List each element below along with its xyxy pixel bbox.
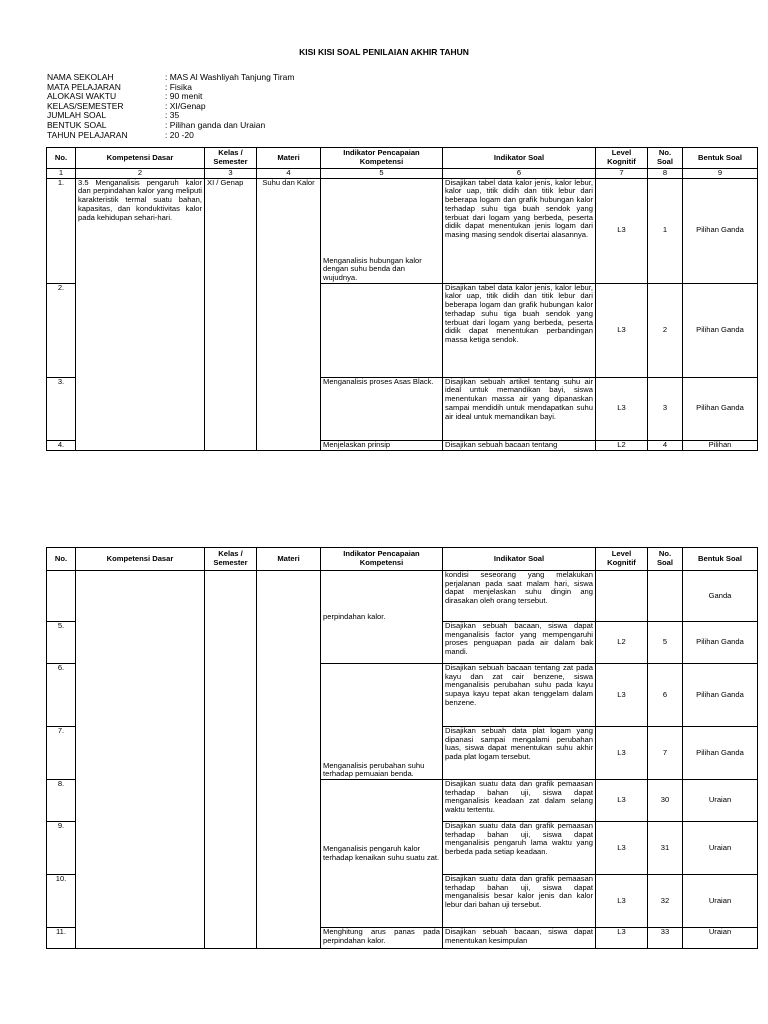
header-cell: Indikator Pencapaian Kompetensi <box>321 548 443 571</box>
header-cell: Bentuk Soal <box>683 548 758 571</box>
level-kognitif: L3 <box>596 780 648 822</box>
kompetensi-dasar <box>76 571 205 949</box>
kelas-semester: XI / Genap <box>205 178 257 450</box>
header-cell: No. Soal <box>648 548 683 571</box>
document-title: KISI KISI SOAL PENILAIAN AKHIR TAHUN <box>299 47 469 57</box>
row-number: 5. <box>47 622 76 664</box>
meta-value: : 35 <box>165 110 180 121</box>
nomor-soal: 5 <box>648 622 683 664</box>
nomor-soal: 3 <box>648 377 683 440</box>
level-kognitif: L3 <box>596 928 648 949</box>
row-number: 4. <box>47 440 76 450</box>
indikator-soal: Disajikan sebuah bacaan tentang <box>443 440 596 450</box>
row-number: 9. <box>47 822 76 875</box>
bentuk-soal: Pilihan Ganda <box>683 178 758 283</box>
bentuk-soal: Pilihan Ganda <box>683 283 758 377</box>
nomor-soal: 6 <box>648 664 683 727</box>
level-kognitif: L2 <box>596 622 648 664</box>
level-kognitif: L3 <box>596 664 648 727</box>
column-number: 9 <box>683 169 758 179</box>
meta-value: : 20 -20 <box>165 129 194 140</box>
meta-label: JUMLAH SOAL <box>47 110 107 121</box>
column-number: 4 <box>257 169 321 179</box>
row-number <box>47 571 76 622</box>
meta-value: : Fisika <box>165 81 192 92</box>
column-number-row <box>47 169 758 179</box>
nomor-soal: 7 <box>648 727 683 780</box>
indikator-soal: Disajikan sebuah bacaan, siswa dapat menganalisis factor yang mempengaruhi proses penguapan pada air dalam bak mandi. <box>443 622 596 664</box>
meta-value: : Pilihan ganda dan Uraian <box>165 119 266 130</box>
row-number: 6. <box>47 664 76 727</box>
row-number: 2. <box>47 283 76 377</box>
header-row <box>47 548 758 571</box>
indikator-soal: Disajikan sebuah artikel tentang suhu air ideal untuk memandikan bayi, siswa menentukan massa air yang dipanaskan sampai mendidih untuk mendapatkan suhu air ideal untuk memandikan bayi. <box>443 377 596 440</box>
bentuk-soal: Uraian <box>683 928 758 949</box>
level-kognitif: L3 <box>596 377 648 440</box>
header-cell: Kelas / Semester <box>205 548 257 571</box>
nomor-soal: 2 <box>648 283 683 377</box>
level-kognitif: L3 <box>596 178 648 283</box>
bentuk-soal: Uraian <box>683 875 758 928</box>
row-number: 8. <box>47 780 76 822</box>
indikator-soal: Disajikan suatu data dan grafik pemaasan terhadap bahan uji, siswa dapat menganalisis pengaruh lama waktu yang berbeda pada setiap keadaan. <box>443 822 596 875</box>
column-number: 2 <box>76 169 205 179</box>
column-number: 8 <box>648 169 683 179</box>
row-number: 3. <box>47 377 76 440</box>
meta-label: MATA PELAJARAN <box>47 81 121 92</box>
indikator-pencapaian: Menganalisis pengaruh kalor terhadap kenaikan suhu suatu zat. <box>321 780 443 928</box>
school-info <box>47 73 294 140</box>
level-kognitif: L2 <box>596 440 648 450</box>
indikator-soal: Disajikan suatu data dan grafik pemaasan terhadap bahan uji, siswa dapat menganalisis besar kalor jenis dan kalor lebur dari bahan uji tersebut. <box>443 875 596 928</box>
nomor-soal: 31 <box>648 822 683 875</box>
header-cell: Kompetensi Dasar <box>76 148 205 169</box>
indikator-soal: Disajikan sebuah bacaan tentang zat pada kayu dan zat cair benzene, siswa menganalisis perubahan suhu pada kayu supaya kayu tepat akan tenggelam dalam benzene. <box>443 664 596 727</box>
level-kognitif <box>596 571 648 622</box>
bentuk-soal: Ganda <box>683 571 758 622</box>
indikator-soal: Disajikan sebuah bacaan, siswa dapat menentukan kesimpulan <box>443 928 596 949</box>
indikator-pencapaian: Menganalisis proses Asas Black. <box>321 377 443 440</box>
meta-value: : 90 menit <box>165 91 203 102</box>
meta-row <box>47 131 294 141</box>
grid-table-page-2 <box>46 547 758 949</box>
materi: Suhu dan Kalor <box>257 178 321 450</box>
nomor-soal: 32 <box>648 875 683 928</box>
header-cell: No. <box>47 148 76 169</box>
header-cell: Indikator Soal <box>443 548 596 571</box>
header-cell: Indikator Soal <box>443 148 596 169</box>
row-number: 7. <box>47 727 76 780</box>
column-number: 3 <box>205 169 257 179</box>
header-cell: Bentuk Soal <box>683 148 758 169</box>
header-row <box>47 148 758 169</box>
row-number: 1. <box>47 178 76 283</box>
meta-value: : MAS Al Washliyah Tanjung Tiram <box>165 72 295 82</box>
indikator-pencapaian: Menjelaskan prinsip <box>321 440 443 450</box>
grid-table-page-1 <box>46 147 758 451</box>
materi <box>257 571 321 949</box>
nomor-soal: 1 <box>648 178 683 283</box>
meta-label: KELAS/SEMESTER <box>47 100 124 111</box>
indikator-pencapaian: Menganalisis hubungan kalor dengan suhu benda dan wujudnya. <box>321 178 443 283</box>
indikator-pencapaian <box>321 283 443 377</box>
level-kognitif: L3 <box>596 822 648 875</box>
header-cell: No. Soal <box>648 148 683 169</box>
indikator-soal: Disajikan sebuah data plat logam yang dipanasi sampai mengalami perubahan luas, siswa dapat menentukan suhu akhir pada plat logam tersebut. <box>443 727 596 780</box>
header-cell: Materi <box>257 548 321 571</box>
column-number: 7 <box>596 169 648 179</box>
level-kognitif: L3 <box>596 875 648 928</box>
bentuk-soal: Pilihan Ganda <box>683 727 758 780</box>
bentuk-soal: Pilihan Ganda <box>683 377 758 440</box>
meta-value: : XI/Genap <box>165 100 206 111</box>
bentuk-soal: Uraian <box>683 780 758 822</box>
indikator-soal: Disajikan tabel data kalor jenis, kalor lebur, kalor uap, titik didih dan titik lebur dari beberapa logam dan grafik hubungan kalor terhadap suhu tiga buah sendok yang terbuat dari logam yang berbeda, peserta didik dapat menentukan perbandingan massa ketiga sendok. <box>443 283 596 377</box>
bentuk-soal: Pilihan Ganda <box>683 664 758 727</box>
header-cell: Level Kognitif <box>596 148 648 169</box>
bentuk-soal: Uraian <box>683 822 758 875</box>
level-kognitif: L3 <box>596 283 648 377</box>
bentuk-soal: Pilihan Ganda <box>683 622 758 664</box>
header-cell: Materi <box>257 148 321 169</box>
header-cell: Kelas / Semester <box>205 148 257 169</box>
meta-label: TAHUN PELAJARAN <box>47 129 128 140</box>
column-number: 1 <box>47 169 76 179</box>
nomor-soal: 33 <box>648 928 683 949</box>
meta-label: NAMA SEKOLAH <box>47 72 114 82</box>
bentuk-soal: Pilihan <box>683 440 758 450</box>
nomor-soal: 30 <box>648 780 683 822</box>
level-kognitif: L3 <box>596 727 648 780</box>
column-number: 6 <box>443 169 596 179</box>
indikator-pencapaian: Menganalisis perubahan suhu terhadap pemuaian benda. <box>321 664 443 780</box>
indikator-soal: Disajikan tabel data kalor jenis, kalor lebur, kalor uap, titik didih dan titik lebur dari beberapa logam dan grafik hubungan kalor terhadap suhu tiga buah sendok yang terbuat dari logam yang berbeda, peserta didik dapat menentukan jenis logam dari masing masing sendok disertai alasannya. <box>443 178 596 283</box>
indikator-soal: Disajikan suatu data dan grafik pemaasan terhadap bahan uji, siswa dapat menganalisis keadaan zat dalam selang waktu tertentu. <box>443 780 596 822</box>
meta-label: BENTUK SOAL <box>47 119 107 130</box>
header-cell: Level Kognitif <box>596 548 648 571</box>
indikator-pencapaian: Menghitung arus panas pada perpindahan kalor. <box>321 928 443 949</box>
indikator-pencapaian: perpindahan kalor. <box>321 571 443 664</box>
nomor-soal <box>648 571 683 622</box>
header-cell: No. <box>47 548 76 571</box>
nomor-soal: 4 <box>648 440 683 450</box>
column-number: 5 <box>321 169 443 179</box>
table-row <box>47 178 758 283</box>
meta-label: ALOKASI WAKTU <box>47 91 117 102</box>
row-number: 10. <box>47 875 76 928</box>
kelas-semester <box>205 571 257 949</box>
header-cell: Kompetensi Dasar <box>76 548 205 571</box>
kompetensi-dasar: 3.5 Menganalisis pengaruh kalor dan perpindahan kalor yang meliputi karakteristik termal suatu bahan, kapasitas, dan konduktivitas kalor pada kehidupan sehari-hari. <box>76 178 205 450</box>
table-row <box>47 571 758 622</box>
indikator-soal: kondisi seseorang yang melakukan perjalanan pada saat malam hari, siswa dapat menjelaskan suhu dingin ang dirasakan oleh orang tersebut. <box>443 571 596 622</box>
row-number: 11. <box>47 928 76 949</box>
header-cell: Indikator Pencapaian Kompetensi <box>321 148 443 169</box>
